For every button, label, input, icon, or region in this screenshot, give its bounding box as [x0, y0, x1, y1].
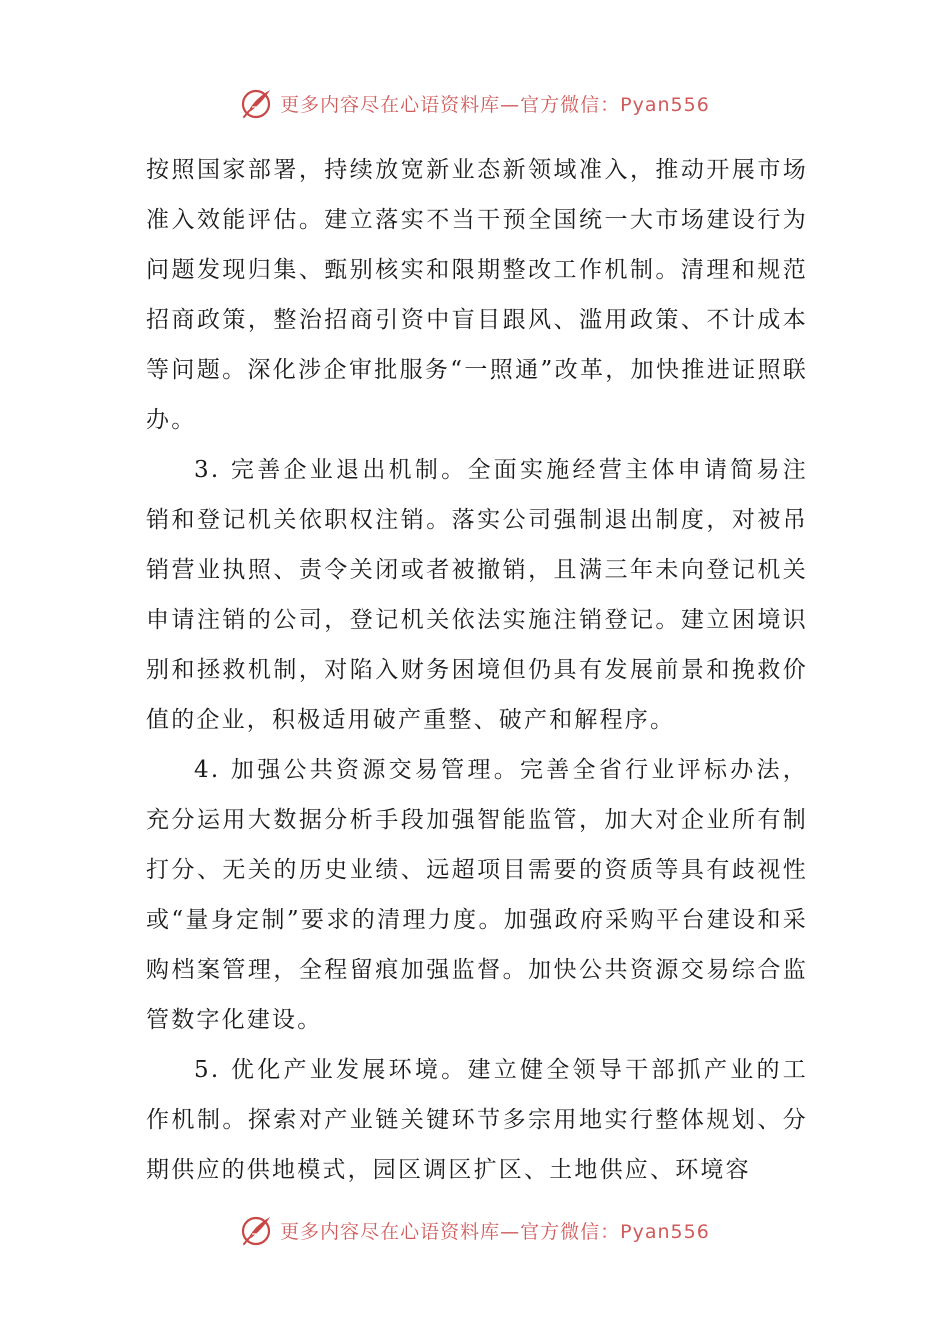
paragraph-item-3: 3. 完善企业退出机制。全面实施经营主体申请简易注销和登记机关依职权注销。落实公司强制退出制度，对被吊销营业执照、责令关闭或者被撤销，且满三年未向登记机关申请注销的公司，登记机关依法实施注销登记。建立困境识别和拯救机制，对陷入财务困境但仍具有发展前景和挽救价值的企业，积极适用破产重整、破产和解程序。: [146, 457, 808, 733]
footer-watermark-banner: [0, 1210, 950, 1250]
quill-logo-icon: [240, 86, 274, 120]
paragraph-item-4: 4. 加强公共资源交易管理。完善全省行业评标办法，充分运用大数据分析手段加强智能监管，加大对企业所有制打分、无关的历史业绩、远超项目需要的资质等具有歧视性或“量身定制”要求的清理力度。加强政府采购平台建设和采购档案管理，全程留痕加强监督。加快公共资源交易综合监管数字化建设。: [146, 757, 808, 1033]
header-watermark-banner: [0, 83, 950, 123]
watermark-text: 更多内容尽在心语资料库—官方微信：Pyan556: [280, 1220, 710, 1243]
quill-logo-icon: [240, 1213, 274, 1247]
paragraph-continuation: 按照国家部署，持续放宽新业态新领域准入，推动开展市场准入效能评估。建立落实不当干预全国统一大市场建设行为问题发现归集、甄别核实和限期整改工作机制。清理和规范招商政策，整治招商引资中盲目跟风、滥用政策、不计成本等问题。深化涉企审批服务“一照通”改革，加快推进证照联办。: [146, 157, 808, 433]
document-body: [146, 145, 808, 1195]
paragraph-item-5: 5. 优化产业发展环境。建立健全领导干部抓产业的工作机制。探索对产业链关键环节多宗用地实行整体规划、分期供应的供地模式，园区调区扩区、土地供应、环境容: [146, 1057, 808, 1183]
watermark-text: 更多内容尽在心语资料库—官方微信：Pyan556: [280, 93, 710, 116]
